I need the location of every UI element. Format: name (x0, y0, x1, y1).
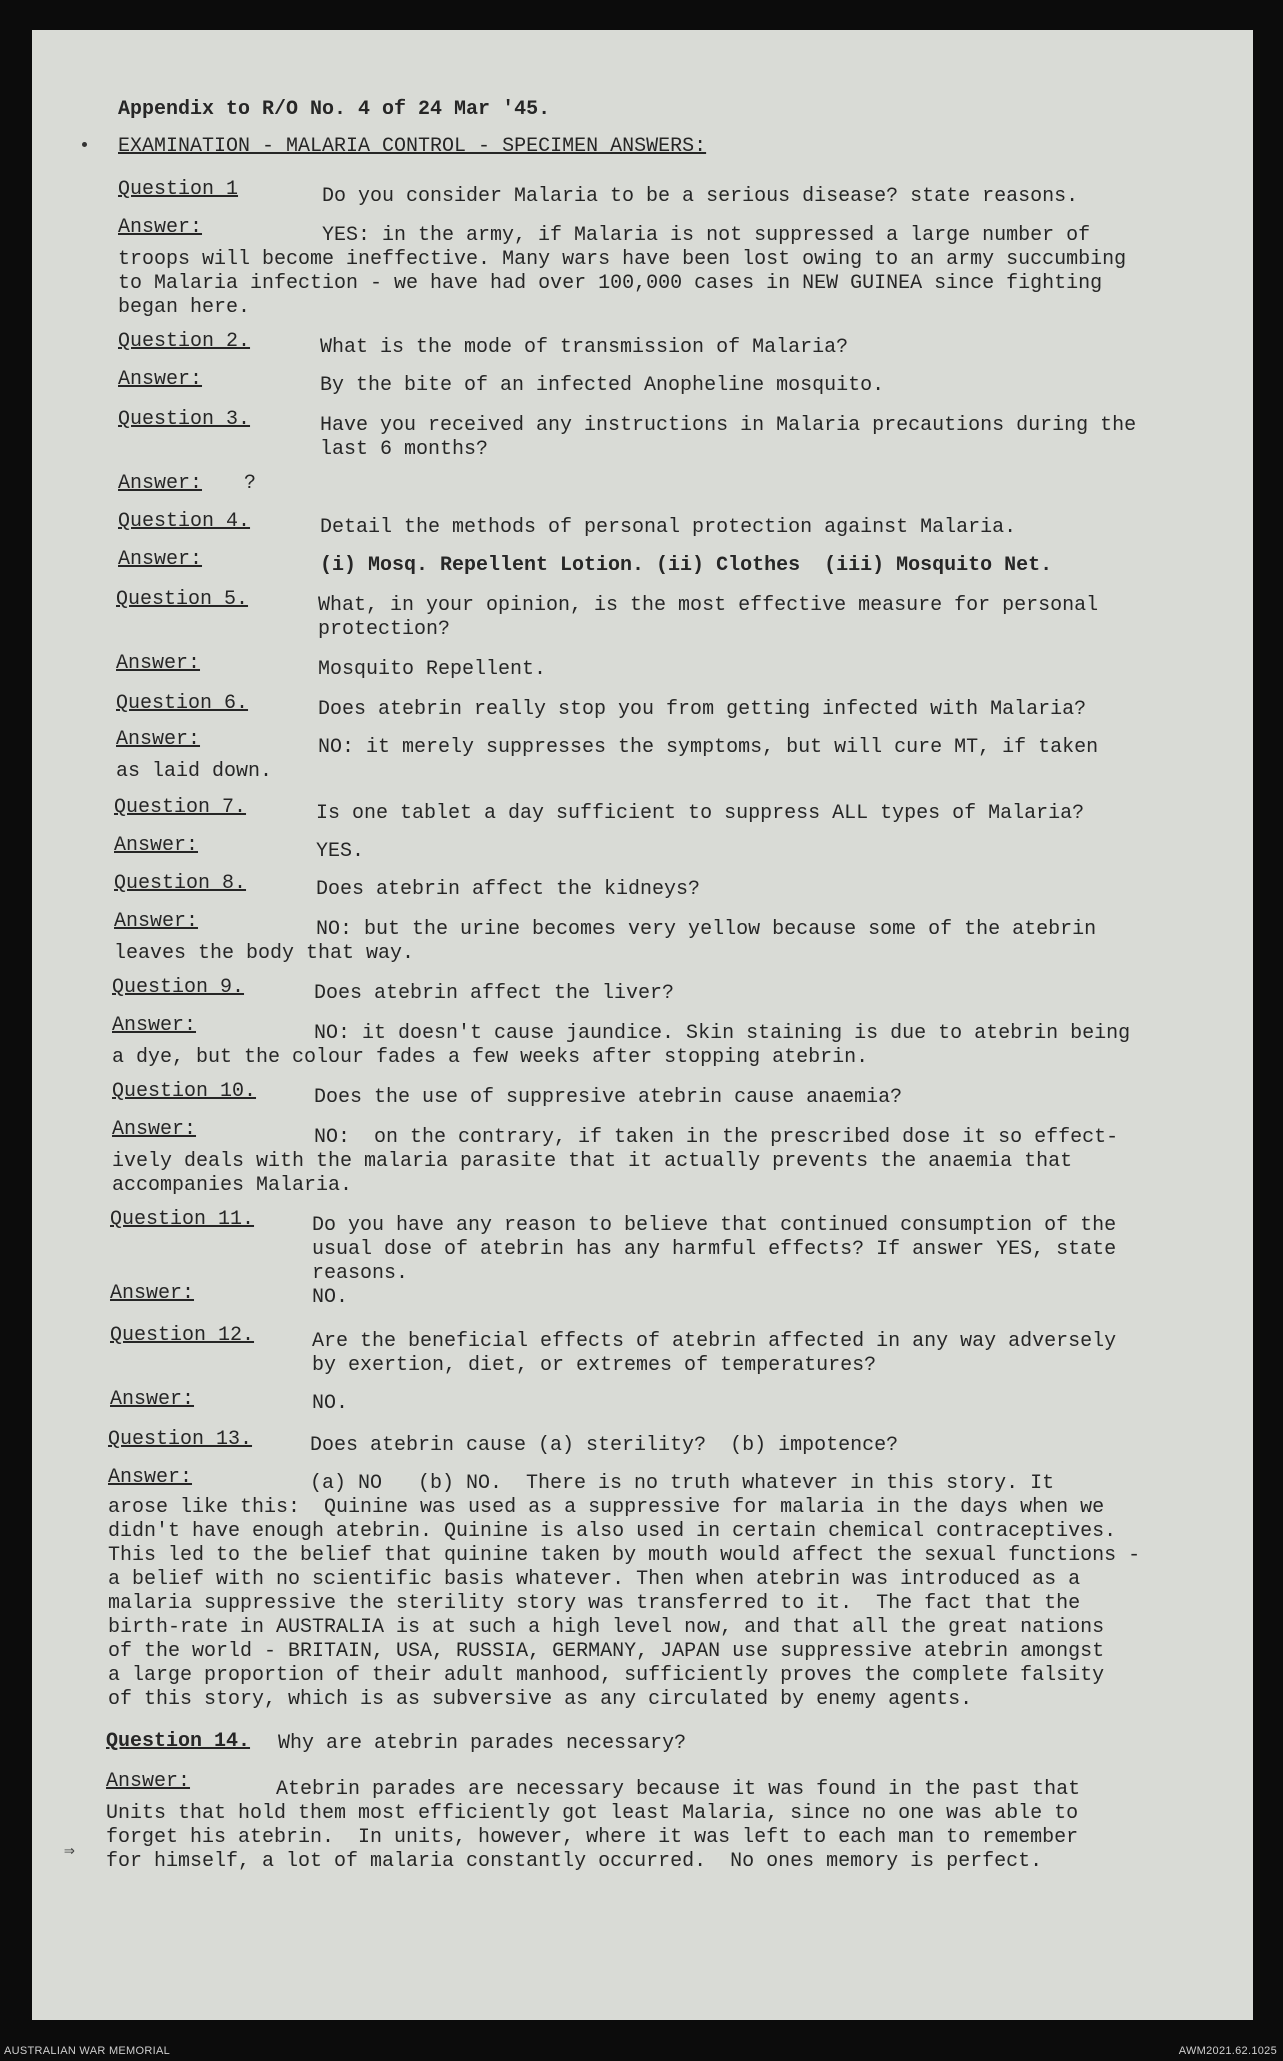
question-text: Detail the methods of personal protection against Malaria. (320, 516, 1017, 539)
answer-text: Mosquito Repellent. (318, 658, 547, 681)
answer-label: Answer: (116, 728, 201, 751)
answer-text: YES: in the army, if Malaria is not suppressed a large number of troops will become ineffective. Many wars have been lost owing to an army succumbing to Malaria infection - we have had over 100,000 cases in NEW GUINEA since fighting began here. (118, 224, 1127, 319)
answer-text: YES. (316, 840, 365, 863)
question-label: Question 8. (114, 872, 247, 895)
question-label: Question 10. (112, 1080, 257, 1103)
question-label: Question 4. (118, 510, 251, 533)
answer-text: (a) NO (b) NO. There is no truth whatever in this story. It arose like this: Quinine was used as a suppressive for malaria in the days when we didn't have enough atebrin. Quinine is also used in certain chemical contraceptives. This led to the belief that quinine taken by mouth would affect the sexual functions - a belief with no scientific basis whatever. Then when atebrin was introduced as a malaria suppressive the sterility story was transferred to it. The fact that the birth-rate in AUSTRALIA is at such a high level now, and that all the great nations of the world - BRITAIN, USA, RUSSIA, GERMANY, JAPAN use suppressive atebrin amongst a large proportion of their adult manhood, sufficiently proves the complete falsity of this story, which is as subversive as any circulated by enemy agents. (108, 1472, 1141, 1711)
answer-label: Answer: (114, 910, 199, 933)
question-text: Does atebrin affect the liver? (314, 982, 675, 1005)
exam-title: EXAMINATION - MALARIA CONTROL - SPECIMEN ANSWERS: (118, 135, 707, 158)
footer-institution: AUSTRALIAN WAR MEMORIAL (4, 2045, 171, 2057)
question-label: Question 3. (118, 408, 251, 431)
question-text: Why are atebrin parades necessary? (278, 1732, 687, 1755)
footer-accession-number: AWM2021.62.1025 (1178, 2045, 1277, 2057)
answer-label: Answer: (118, 368, 203, 391)
question-text: What is the mode of transmission of Malaria? (320, 336, 849, 359)
answer-label: Answer: (108, 1466, 193, 1489)
punch-mark (82, 142, 87, 147)
question-text: What, in your opinion, is the most effective measure for personal protection? (318, 594, 1099, 641)
answer-label: Answer: (106, 1770, 191, 1793)
question-label: Question 5. (116, 588, 249, 611)
question-label: Question 14. (106, 1730, 251, 1753)
question-label: Question 1 (118, 178, 239, 201)
answer-label: Answer: (110, 1388, 195, 1411)
answer-label: Answer: (110, 1282, 195, 1305)
answer-label: Answer: (114, 834, 199, 857)
appendix-heading: Appendix to R/O No. 4 of 24 Mar '45. (118, 98, 551, 121)
answer-text: NO. (312, 1392, 349, 1415)
question-text: Does atebrin cause (a) sterility? (b) impotence? (310, 1434, 899, 1457)
question-label: Question 11. (110, 1208, 255, 1231)
answer-text: ? (244, 472, 257, 495)
answer-text: NO: it merely suppresses the symptoms, but will cure MT, if taken as laid down. (116, 736, 1099, 783)
answer-label: Answer: (118, 548, 203, 571)
answer-label: Answer: (118, 216, 203, 239)
question-text: Does atebrin affect the kidneys? (316, 878, 701, 901)
document-page (32, 30, 1253, 2020)
question-label: Question 7. (114, 796, 247, 819)
question-text: Is one tablet a day sufficient to suppress ALL types of Malaria? (316, 802, 1085, 825)
answer-text: NO: it doesn't cause jaundice. Skin staining is due to atebrin being a dye, but the colour fades a few weeks after stopping atebrin. (112, 1022, 1131, 1069)
question-label: Question 2. (118, 330, 251, 353)
answer-label: Answer: (118, 472, 203, 495)
question-label: Question 12. (110, 1324, 255, 1347)
question-label: Question 6. (116, 692, 249, 715)
answer-label: Answer: (116, 652, 201, 675)
answer-text: (i) Mosq. Repellent Lotion. (ii) Clothes (iii) Mosquito Net. (320, 554, 1053, 577)
answer-text: By the bite of an infected Anopheline mosquito. (320, 374, 885, 397)
answer-text: NO: on the contrary, if taken in the prescribed dose it so effect- ively deals with the malaria parasite that it actually prevents the anaemia that accompanies Malaria. (112, 1126, 1119, 1197)
question-text: Does atebrin really stop you from getting infected with Malaria? (318, 698, 1087, 721)
answer-text: NO: but the urine becomes very yellow because some of the atebrin leaves the body that way. (114, 918, 1097, 965)
answer-text: Atebrin parades are necessary because it was found in the past that Units that hold them most efficiently got least Malaria, since no one was able to forget his atebrin. In units, however, where it was left to each man to remember for himself, a lot of malaria constantly occurred. No ones memory is perfect. (106, 1778, 1081, 1873)
question-text: Are the beneficial effects of atebrin affected in any way adversely by exertion, diet, or extremes of temperatures? (312, 1330, 1117, 1377)
question-text: Have you received any instructions in Malaria precautions during the last 6 months? (320, 414, 1137, 461)
question-text: Do you consider Malaria to be a serious disease? state reasons. (322, 185, 1079, 208)
answer-label: Answer: (112, 1118, 197, 1141)
question-text: Does the use of suppresive atebrin cause anaemia? (314, 1086, 903, 1109)
answer-text: NO. (312, 1286, 349, 1309)
answer-label: Answer: (112, 1014, 197, 1037)
question-label: Question 9. (112, 976, 245, 999)
question-text: Do you have any reason to believe that continued consumption of the usual dose of atebrin has any harmful effects? If answer YES, state reasons. (312, 1214, 1117, 1285)
question-label: Question 13. (108, 1428, 253, 1451)
margin-arrow-mark: ⇒ (64, 1842, 75, 1862)
